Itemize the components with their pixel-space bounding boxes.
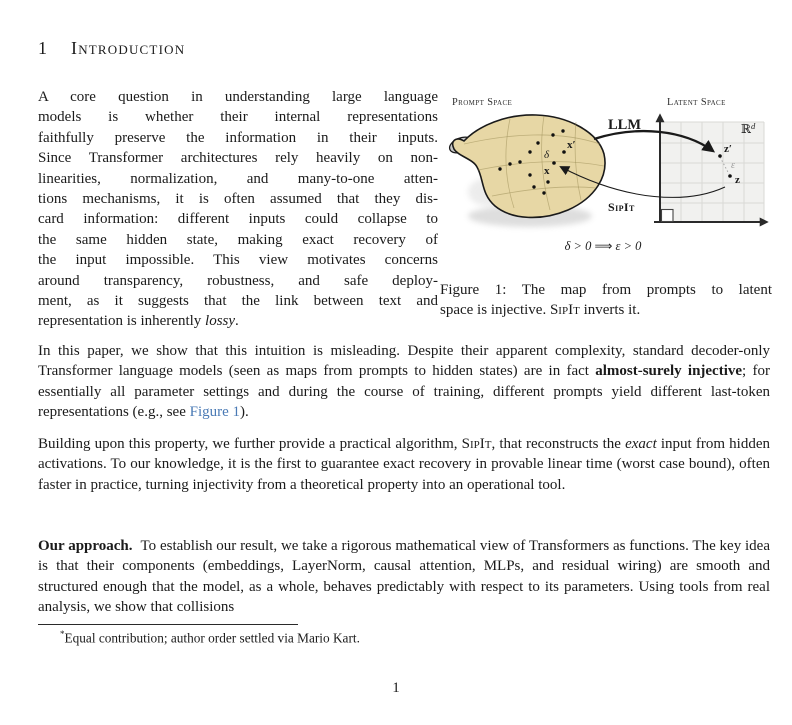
- text-segment: representation is inherently: [38, 313, 206, 330]
- intro-left-lines: [38, 87, 438, 311]
- x-label: x: [544, 165, 550, 177]
- text-segment: .: [235, 313, 239, 330]
- prompt-point: [551, 133, 554, 136]
- text-line: the input impossible. This view motivates concerns: [38, 252, 438, 269]
- text-line: the same hidden state, making exact recovery of: [38, 231, 438, 248]
- text-line: card information: different inputs could collapse to: [38, 211, 438, 228]
- z-point: [728, 174, 732, 178]
- text-line: models is whether their internal representations: [38, 109, 438, 126]
- prompt-space-label: Prompt Space: [452, 97, 513, 108]
- prompt-point: [528, 173, 531, 176]
- x-prime-label: x′: [567, 139, 576, 151]
- text-segment: In this paper, we show that this intuition is misleading. Despite their apparent complexity, standard decoder-only Transformer language models (seen as maps from prompts to hidden states) are in fact: [38, 343, 770, 380]
- text-segment: lossy: [205, 313, 236, 330]
- section-number: 1: [38, 38, 47, 58]
- x-prime-point: [562, 150, 566, 154]
- footnote-marker: *: [60, 629, 65, 639]
- text-segment: input from hidden activations. To our knowledge, it is the first to guarantee exact recovery in provable linear time (worst case bound), often faster in practice, turning injectivity from a theoretical property into an operational tool.: [38, 436, 770, 493]
- latent-space: [654, 116, 766, 222]
- figure-1: [448, 92, 770, 260]
- text-line: Since Transformer architectures rely heavily on non-: [38, 150, 438, 167]
- z-label: z: [735, 174, 740, 186]
- implication-formula: δ > 0 ⟹ ε > 0: [564, 239, 642, 253]
- footnote-rule: [38, 624, 298, 625]
- text-segment: To establish our result, we take a rigorous mathematical view of Transformers as functions. The key idea is that their components (embeddings, LayerNorm, causal attention, MLPs, and residual wiring) are smooth and structured enough that the model, as a whole, behaves predictably with respect to its parameters. Using tools from real analysis, we show that collisions: [38, 538, 771, 616]
- prompt-point: [536, 141, 539, 144]
- llm-label: LLM: [608, 117, 642, 133]
- text-segment: ; for essentially all parameter settings and during the course of training, different prompts yield different last-token representations (e.g., see: [38, 363, 770, 421]
- reals-symbol: ℝ: [741, 122, 751, 136]
- latent-background: [660, 122, 764, 222]
- delta-label: δ: [544, 149, 550, 161]
- prompt-point: [528, 150, 531, 153]
- dimension-superscript: d: [750, 121, 756, 131]
- intro-left-last-line: [38, 311, 438, 331]
- text-line: around transparency, robustness, and safe deploy-: [38, 272, 438, 289]
- prompt-point: [542, 191, 545, 194]
- text-line: ment, as it suggests that the link between text and: [38, 293, 438, 310]
- prompt-point: [546, 180, 549, 183]
- sipit-label: SipIt: [608, 200, 635, 214]
- section-title: Introduction: [71, 38, 186, 58]
- z-prime-point: [718, 154, 722, 158]
- text-line: tions mechanisms, it is often assumed that they dis-: [38, 191, 438, 208]
- text-segment: ).: [240, 404, 249, 421]
- text-line: linearities, normalization, and many-to-one atten-: [38, 170, 438, 187]
- text-segment: almost-surely injective: [595, 363, 743, 380]
- prompt-point: [532, 185, 535, 188]
- section-heading: [38, 38, 185, 59]
- page-number: 1: [392, 680, 400, 696]
- epsilon-label: ε: [731, 160, 735, 171]
- caption-line-2: [440, 301, 772, 321]
- caption-line-1: Figure 1: The map from prompts to latent: [440, 282, 772, 298]
- paragraph-sipit-algorithm: [38, 434, 770, 495]
- prompt-point: [498, 167, 501, 170]
- text-segment: Our approach.: [38, 538, 133, 554]
- intro-left-column: [38, 87, 438, 332]
- prompt-point: [561, 129, 564, 132]
- text-segment: inverts it.: [579, 301, 641, 318]
- figure-1-caption: [440, 281, 772, 320]
- footnote-text: Equal contribution; author order settled via Mario Kart.: [64, 630, 360, 646]
- footnote: [38, 629, 758, 646]
- text-line: A core question in understanding large language: [38, 89, 438, 105]
- paragraph-injective-claim: [38, 341, 770, 423]
- origin-marker: [662, 210, 674, 222]
- paragraph-our-approach: [38, 536, 770, 618]
- prompt-point: [518, 160, 521, 163]
- z-prime-label: z′: [724, 143, 732, 155]
- text-segment: space is injective.: [440, 301, 550, 318]
- text-segment: SipIt: [549, 301, 580, 318]
- figure-1-link[interactable]: Figure 1: [189, 404, 241, 421]
- text-segment: exact: [625, 436, 657, 452]
- text-segment: SipIt: [461, 436, 492, 452]
- latent-space-label: Latent Space: [667, 97, 726, 108]
- text-line: faithfully preserve the information in their inputs.: [38, 129, 438, 146]
- x-point: [552, 161, 556, 165]
- text-segment: , that reconstructs the: [491, 436, 626, 452]
- prompt-point: [508, 162, 511, 165]
- text-segment: Building upon this property, we further provide a practical algorithm,: [38, 436, 462, 452]
